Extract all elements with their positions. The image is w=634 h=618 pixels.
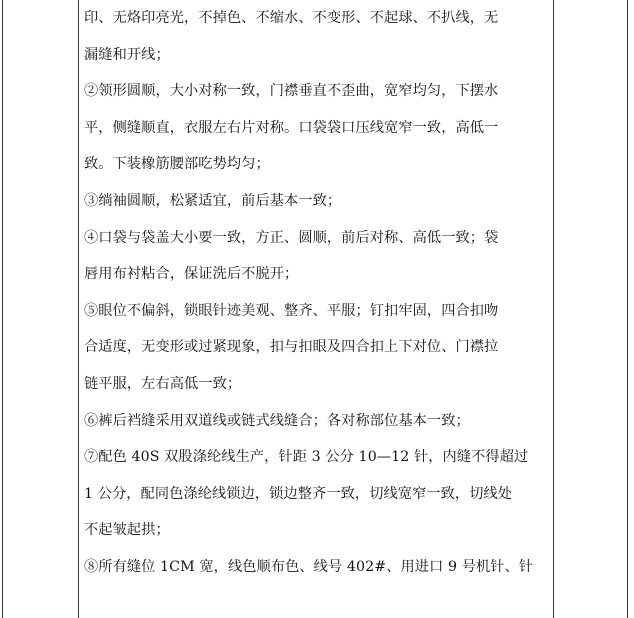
requirements-text-cell (84, 0, 550, 586)
text-line: 不起皱起拱； (84, 522, 170, 539)
text-line: ③绱袖圆顺，松紧适宜，前后基本一致； (84, 192, 342, 209)
text-line: 印、无烙印亮光，不掉色、不缩水、不变形、不起球、不扒线，无 (84, 10, 499, 26)
text-line: 致。下装橡筋腰部吃势均匀； (84, 156, 270, 173)
text-line: 唇用布衬粘合，保证洗后不脱开； (84, 266, 299, 283)
text-line: ⑥裤后裆缝采用双道线或链式线缝合；各对称部位基本一致； (84, 412, 470, 429)
text-line: 漏缝和开线； (84, 46, 170, 63)
table-border-right (627, 0, 628, 618)
text-line: 1 公分，配同色涤纶线锁边，锁边整齐一致，切线宽窄一致，切线处 (84, 485, 513, 502)
table-column-divider-1 (78, 0, 79, 618)
table-border-left (2, 0, 3, 618)
text-line: ②领形圆顺，大小对称一致，门襟垂直不歪曲，宽窄均匀，下摆水 (84, 83, 499, 100)
text-line: 平，侧缝顺直，衣服左右片对称。口袋袋口压线宽窄一致，高低一 (84, 119, 499, 136)
text-line: ⑦配色 40S 双股涤纶线生产，针距 3 公分 10—12 针，内缝不得超过 (84, 449, 529, 466)
text-line: ⑧所有缝位 1CM 宽，线色顺布色、线号 402#、用进口 9 号机针、针 (84, 558, 534, 575)
text-line: 链平服，左右高低一致； (84, 375, 242, 392)
text-line: ⑤眼位不偏斜，锁眼针迹美观、整齐、平服；钉扣牢固，四合扣吻 (84, 302, 499, 319)
text-line: 合适度，无变形或过紧现象，扣与扣眼及四合扣上下对位、门襟拉 (84, 339, 499, 356)
table-column-divider-2 (553, 0, 554, 618)
text-line: ④口袋与袋盖大小要一致，方正、圆顺，前后对称、高低一致；袋 (84, 229, 499, 246)
